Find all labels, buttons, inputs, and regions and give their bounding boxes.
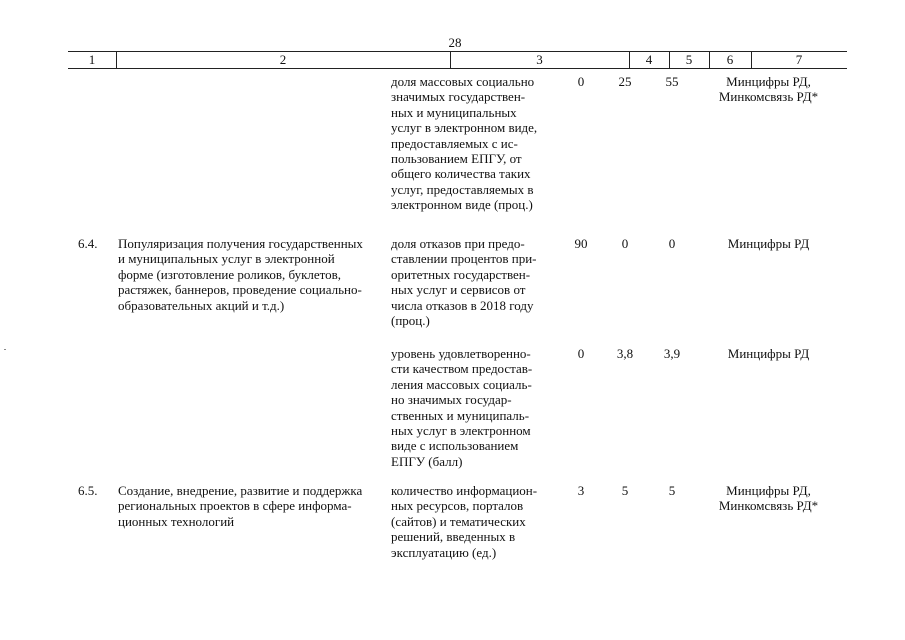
activity-line: образовательных акций и т.д.) [118,297,285,313]
indicator-cell [391,346,551,469]
indicator-line: количество информацион- [391,483,538,498]
value-col5: 0 [621,236,629,251]
value-col6: 3,9 [663,346,681,361]
value-col5: 25 [618,74,632,89]
responsible-cell [706,483,831,514]
value-col4: 90 [574,236,588,251]
indicator-line: услуг, предоставляемых в [391,181,534,197]
value-col6: 5 [668,483,676,498]
indicator-line: (сайтов) и тематических [391,513,526,529]
indicator-line: ных услуг и сервисов от [391,282,526,298]
activity-line: Создание, внедрение, развитие и поддержка [118,483,363,498]
value-col4: 0 [577,74,585,89]
indicator-line: электронном виде (проц.) [391,197,533,213]
responsible-cell [706,346,831,361]
activity-line: растяжек, баннеров, проведение социально- [118,282,362,298]
value-col6: 0 [668,236,676,251]
indicator-line: пользованием ЕПГУ, от [391,151,522,167]
indicator-line: уровень удовлетворенно- [391,346,531,361]
scan-mark [4,349,6,350]
indicator-line: ных услуг в электронном [391,423,531,439]
indicator-line: эксплуатацию (ед.) [391,544,497,560]
indicator-line: предоставляемых с ис- [391,135,518,151]
responsible-line: Минцифры РД, [726,74,811,89]
indicator-line: ления массовых социаль- [391,376,532,392]
indicator-line: (проц.) [391,313,430,329]
activity-line: ционных технологий [118,513,235,529]
responsible-cell [706,74,831,105]
indicator-line: услуг в электронном виде, [391,120,538,136]
indicator-line: значимых государствен- [391,89,526,105]
column-header-1: 1 [88,52,96,67]
indicator-line: ных ресурсов, порталов [391,498,524,514]
column-header-4: 4 [645,52,653,67]
value-col4: 0 [577,346,585,361]
indicator-line: ЕПГУ (балл) [391,453,463,469]
indicator-cell [391,483,551,560]
column-header-7: 7 [795,52,803,67]
value-col5: 5 [621,483,629,498]
row-number: 6.5. [78,483,98,498]
indicator-line: числа отказов в 2018 году [391,297,534,313]
indicator-line: доля массовых социально [391,74,535,89]
responsible-line: Минкомсвязь РД* [718,498,819,514]
column-header-2: 2 [279,52,287,67]
column-header-3: 3 [536,52,543,67]
responsible-cell [706,236,831,251]
value-col5: 3,8 [616,346,634,361]
responsible-line: Минцифры РД [727,236,810,251]
indicator-line: виде с использованием [391,438,519,454]
responsible-line: Минцифры РД [727,346,810,361]
indicator-line: ставлении процентов при- [391,251,537,267]
indicator-line: но значимых государ- [391,392,512,408]
column-number-header [68,51,847,69]
responsible-line: Минкомсвязь РД* [718,89,819,105]
column-header-5: 5 [685,52,693,67]
activity-cell [118,236,380,313]
indicator-cell [391,74,551,213]
activity-line: региональных проектов в сфере информа- [118,498,352,514]
indicator-line: решений, введенных в [391,529,516,545]
indicator-line: оритетных государствен- [391,266,531,282]
indicator-line: ственных и муниципаль- [391,407,530,423]
value-col6: 55 [665,74,679,89]
activity-cell [118,483,380,529]
row-number: 6.4. [78,236,98,251]
value-col4: 3 [577,483,585,498]
activity-line: форме (изготовление роликов, буклетов, [118,266,342,282]
activity-line: Популяризация получения государственных [118,236,363,251]
indicator-line: доля отказов при предо- [391,236,525,251]
indicator-cell [391,236,551,328]
indicator-line: ных и муниципальных [391,104,517,120]
column-header-6: 6 [726,52,734,67]
indicator-line: общего количества таких [391,166,531,182]
activity-line: и муниципальных услуг в электронной [118,251,335,267]
indicator-line: сти качеством предостав- [391,361,533,377]
page-number: 28 [448,35,462,50]
responsible-line: Минцифры РД, [726,483,811,498]
